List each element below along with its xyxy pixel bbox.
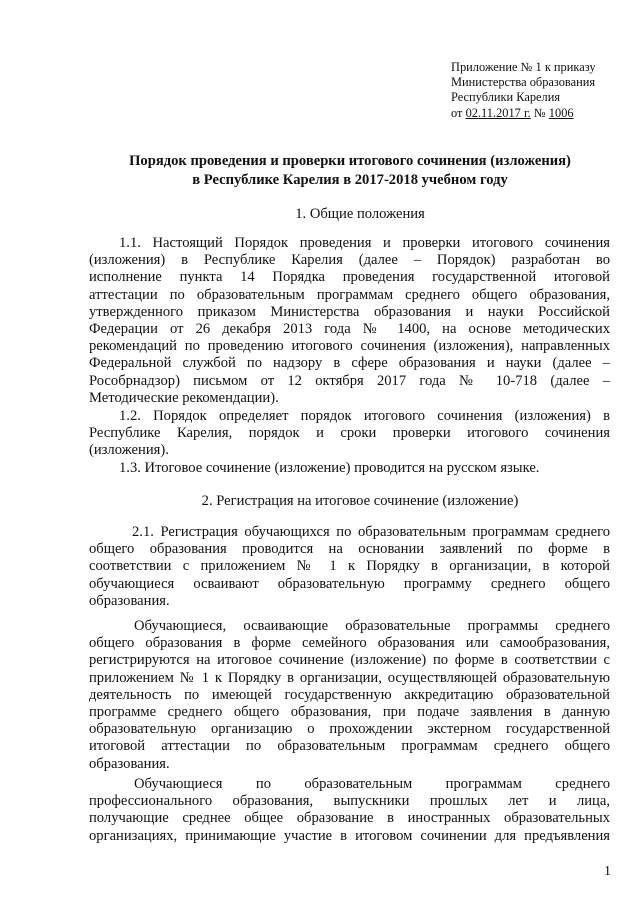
text-line: получающие среднее общее образование в иностранных образовательных [89,810,610,827]
text-line: общего образования проводится на основании заявлений по форме в [89,541,610,558]
appendix-line: Республики Карелия [451,90,561,105]
paragraph-1-2 [89,408,610,460]
text-line: Республике Карелия, порядок и сроки проверки итогового сочинения [89,425,610,442]
order-number: 1006 [548,105,574,120]
title-line: в Республике Карелия в 2017-2018 учебном году [192,172,508,188]
paragraph-1-3 [89,460,610,477]
text-line: Обучающиеся по образовательным программам среднего [134,776,610,792]
text-line: итоговой аттестации по образовательным программам среднего общего [89,738,610,755]
text-line: утвержденного приказом Министерства образования и науки Российской [89,303,610,320]
paragraph-2-1 [89,524,610,610]
appendix-date-line [451,106,621,121]
text-line: соответствии с приложением № 1 к Порядку в организации, в которой [89,558,610,575]
text-line: деятельность по имеющей государственную аккредитацию образовательной [89,686,610,703]
section-heading: 1. Общие положения [295,206,425,222]
text-line: организациях, принимающие участие в итоговом сочинении для предъявления [89,827,610,844]
text-line: профессионального образования, выпускники прошлых лет и лица, [89,793,610,810]
text-line: Рособрнадзор) письмом от 12 октября 2017 года № 10-718 (далее – [89,372,610,389]
appendix-header [451,60,621,121]
paragraph-2-3 [89,776,610,845]
text-line: образовательную организацию о прохождении экстерном государственной [89,721,610,738]
text-line: общего образования в форме семейного образования или самообразования, [89,635,610,652]
document-title [80,152,620,190]
order-date: 02.11.2017 г. [465,105,531,120]
text-line: программе среднего общего образования, при подаче заявления в данную [89,703,610,720]
text-line: аттестации по образовательным программам среднего общего образования, [89,286,610,303]
text-line: 1.2. Порядок определяет порядок итогового сочинения (изложения) в [119,408,610,424]
title-line: Порядок проведения и проверки итогового сочинения (изложения) [129,153,571,169]
page-number: 1 [604,864,611,879]
text-line: образования. [89,592,170,609]
text-line: Федеральной службой по надзору в сфере образования и науки (далее – [89,355,610,372]
paragraph-2-2 [89,618,610,773]
text-line: 1.3. Итоговое сочинение (изложение) проводится на русском языке. [119,460,540,476]
text-line: (изложения). [89,442,169,459]
text-line: Методические рекомендации). [89,389,279,406]
text-line: (изложения) в Республике Карелия (далее – Порядок) разработан во [89,252,610,269]
text-line: Обучающиеся, осваивающие образовательные программы среднего [134,618,610,634]
paragraph-1-1 [89,235,610,407]
text-line: 1.1. Настоящий Порядок проведения и проверки итогового сочинения [119,235,610,251]
date-prefix: от [451,105,463,120]
text-line: приложением № 1 к Порядку в организации, осуществляющей образовательную [89,669,610,686]
text-line: рекомендаций по проведению итогового сочинения (изложения), направленных [89,338,610,355]
text-line: регистрируются на итоговое сочинение (изложение) по форме в соответствии с [89,652,610,669]
text-line: Федерации от 26 декабря 2013 года № 1400, на основе методических [89,320,610,337]
text-line: исполнение пункта 14 Порядка проведения государственной итоговой [89,269,610,286]
text-line: образования. [89,755,170,772]
appendix-line: Приложение № 1 к приказу [451,60,596,74]
text-line: обучающиеся осваивают образовательную программу среднего общего [89,575,610,592]
appendix-line: Министерства образования [451,75,596,90]
text-line: 2.1. Регистрация обучающихся по образовательным программам среднего [132,524,610,540]
number-prefix: № [533,105,546,120]
section-heading: 2. Регистрация на итоговое сочинение (изложение) [201,493,519,509]
